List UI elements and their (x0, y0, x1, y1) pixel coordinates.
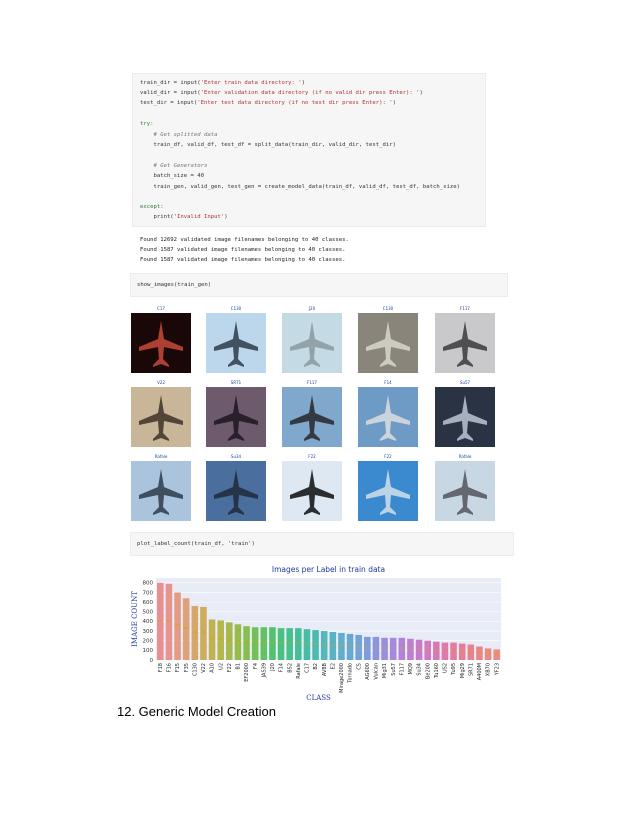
bar-data-label: 340 (252, 641, 258, 645)
x-tick-label: MQ9 (408, 663, 415, 675)
thumbnail-label: F117 (307, 380, 317, 385)
code-text: show_images(train_gen) (137, 282, 212, 288)
bar-data-label: 220 (407, 647, 413, 651)
thumbnail-image (206, 313, 266, 373)
x-tick-label: US2 (442, 663, 449, 674)
thumbnail-label: F22 (308, 454, 316, 459)
plot-background (156, 578, 501, 660)
x-tick-label: Be200 (425, 663, 432, 680)
x-tick-label: SR71 (468, 663, 475, 677)
x-tick-label: AG600 (364, 663, 371, 680)
x-tick-label: F18 (157, 663, 164, 673)
thumbnail-label: F22 (384, 454, 392, 459)
output-line: Found 12692 validated image filenames belonging to 40 classes. (140, 237, 349, 243)
bar-data-label: 700 (175, 624, 181, 628)
x-tick-label: A400M (477, 663, 484, 681)
y-tick-label: 200 (142, 638, 153, 645)
x-tick-label: Su57 (390, 663, 397, 676)
bar-data-label: 240 (373, 646, 379, 650)
bar-data-label: 550 (200, 631, 206, 635)
y-tick-label: 0 (149, 657, 153, 664)
y-tick-label: 700 (142, 590, 153, 597)
code-line: test_dir = input('Enter test data directory (if no test dir press Enter): ') (140, 100, 396, 106)
bar-data-label: 230 (382, 646, 388, 650)
x-tick-label: JAS39 (261, 663, 268, 678)
bar-data-label: 330 (278, 642, 284, 646)
bar-data-label: 800 (157, 619, 163, 623)
x-tick-label: F15 (175, 663, 182, 673)
x-tick-label: F14 (278, 663, 285, 673)
thumbnail-image (435, 387, 495, 447)
bar-data-label: 410 (218, 638, 224, 642)
section-heading: 12. Generic Model Creation (117, 704, 276, 719)
code-line: print('Invalid Input') (140, 214, 228, 220)
x-tick-label: Tu160 (433, 663, 440, 679)
bar-data-label: 640 (183, 627, 189, 631)
x-tick-label: Mirage2000 (339, 663, 346, 693)
thumbnail-label: Rafale (458, 454, 472, 459)
x-tick-label: F117 (399, 663, 406, 676)
bar-data-label: 200 (425, 648, 431, 652)
thumbnail-image (358, 461, 418, 521)
x-tick-label: V22 (201, 663, 208, 673)
x-tick-label: C130 (192, 663, 199, 677)
x-axis-label: CLASS (306, 694, 331, 702)
code-text: plot_label_count(train_df, 'train') (137, 541, 255, 547)
thumbnail-label: SR71 (230, 380, 242, 385)
bar-data-label: 230 (399, 646, 405, 650)
thumbnail-label: C17 (157, 306, 165, 311)
bar-data-label: 180 (442, 649, 448, 653)
x-tick-label: U2 (218, 663, 225, 670)
x-tick-label: Tornado (347, 663, 354, 683)
bar-data-label: 370 (235, 640, 241, 644)
x-tick-label: F16 (166, 663, 173, 673)
output-line: Found 1587 validated image filenames belonging to 40 classes. (140, 257, 346, 263)
y-tick-label: 100 (142, 648, 153, 655)
bar-data-label: 190 (433, 648, 439, 652)
code-cell-show-images[interactable] (130, 273, 508, 297)
y-tick-label: 300 (142, 628, 153, 635)
output-line: Found 1587 validated image filenames belonging to 40 classes. (140, 247, 346, 253)
x-tick-label: Mig31 (382, 663, 389, 679)
chart-title: Images per Label in train data (271, 565, 386, 574)
x-tick-label: C17 (304, 663, 311, 673)
thumbnail-image (358, 313, 418, 373)
thumbnail-label: Su34 (230, 454, 242, 459)
thumbnail-label: J20 (308, 306, 316, 311)
thumbnail-image (282, 461, 342, 521)
x-tick-label: B2 (313, 663, 320, 670)
bar-data-label: 340 (269, 641, 275, 645)
thumbnail-image (206, 461, 266, 521)
thumbnail-image (282, 313, 342, 373)
bar-data-label: 320 (304, 642, 310, 646)
bar-data-label: 290 (330, 644, 336, 648)
bar-data-label: 330 (295, 642, 301, 646)
x-tick-label: F22 (226, 663, 233, 673)
code-cell-input-directories[interactable] (132, 73, 486, 227)
code-line: train_df, valid_df, test_df = split_data(train_dir, valid_dir, test_dir) (140, 142, 396, 148)
thumbnail-image (282, 387, 342, 447)
y-tick-label: 400 (142, 619, 153, 626)
code-line: except: (140, 204, 164, 210)
thumbnail-image (206, 387, 266, 447)
bar-data-label: 310 (313, 643, 319, 647)
thumbnail-label: C130 (382, 306, 394, 311)
bar-data-label: 140 (476, 651, 482, 655)
bar-data-label: 110 (494, 652, 500, 656)
thumbnail-label: C130 (230, 306, 242, 311)
bar-data-label: 280 (338, 644, 344, 648)
thumbnail-label: V22 (157, 380, 165, 385)
bar-data-label: 560 (192, 630, 198, 634)
bar-data-label: 240 (364, 646, 370, 650)
x-tick-label: C5 (356, 663, 363, 670)
x-tick-label: Tu95 (451, 663, 458, 675)
x-tick-label: Mig29 (459, 663, 466, 679)
bar-data-label: 160 (468, 650, 474, 654)
bar-data-label: 270 (347, 644, 353, 648)
x-tick-label: B1 (235, 663, 242, 670)
bar-data-label: 420 (209, 637, 215, 641)
x-tick-label: XB70 (485, 663, 492, 677)
x-tick-label: J20 (270, 663, 277, 671)
y-tick-label: 600 (142, 599, 153, 606)
bar-data-label: 790 (166, 619, 172, 623)
bar-chart (128, 560, 508, 702)
thumbnail-label: F117 (460, 306, 470, 311)
x-tick-label: Rafale (295, 663, 302, 679)
y-tick-label: 500 (142, 609, 153, 616)
y-axis-label: IMAGE COUNT (131, 591, 139, 647)
bar-data-label: 120 (485, 652, 491, 656)
thumbnail-image (131, 387, 191, 447)
bar-data-label: 330 (287, 642, 293, 646)
bar-data-label: 210 (416, 647, 422, 651)
bar-data-label: 230 (390, 646, 396, 650)
x-tick-label: YF23 (494, 663, 501, 676)
x-tick-label: EF2000 (244, 663, 251, 682)
thumbnail-image (435, 461, 495, 521)
code-line: batch_size = 40 (140, 173, 204, 179)
x-tick-label: Su34 (416, 663, 423, 676)
bar-data-label: 260 (356, 645, 362, 649)
code-cell-plot-label-count[interactable] (130, 532, 514, 556)
x-tick-label: Vulcan (373, 663, 380, 680)
thumbnail-label: F14 (384, 380, 392, 385)
bar-data-label: 300 (321, 643, 327, 647)
thumbnail-image (131, 313, 191, 373)
x-tick-label: A10 (209, 663, 216, 673)
x-tick-label: B52 (287, 663, 294, 673)
thumbnail-image (131, 461, 191, 521)
code-line: # Get Generators (140, 163, 208, 169)
x-tick-label: AV8B (321, 663, 328, 677)
thumbnail-image (358, 387, 418, 447)
x-tick-label: F4 (252, 663, 259, 670)
code-line: try: (140, 121, 154, 127)
bar-data-label: 350 (244, 641, 250, 645)
code-line: train_gen, valid_gen, test_gen = create_model_data(train_df, valid_df, test_df, batch_size) (140, 184, 460, 190)
x-tick-label: F35 (183, 663, 190, 673)
code-line: # Get splitted data (140, 132, 218, 138)
thumbnail-label: Rafale (154, 454, 168, 459)
bar-data-label: 390 (226, 639, 232, 643)
code-line: train_dir = input('Enter train data directory: ') (140, 80, 306, 86)
code-line: valid_dir = input('Enter validation data directory (if no valid dir press Enter): ') (140, 90, 423, 96)
thumbnail-image (435, 313, 495, 373)
thumbnail-label: Su57 (459, 380, 471, 385)
bar-data-label: 180 (451, 649, 457, 653)
y-tick-label: 800 (142, 580, 153, 587)
bar-data-label: 170 (459, 649, 465, 653)
x-tick-label: E2 (330, 663, 337, 670)
bar-data-label: 340 (261, 641, 267, 645)
